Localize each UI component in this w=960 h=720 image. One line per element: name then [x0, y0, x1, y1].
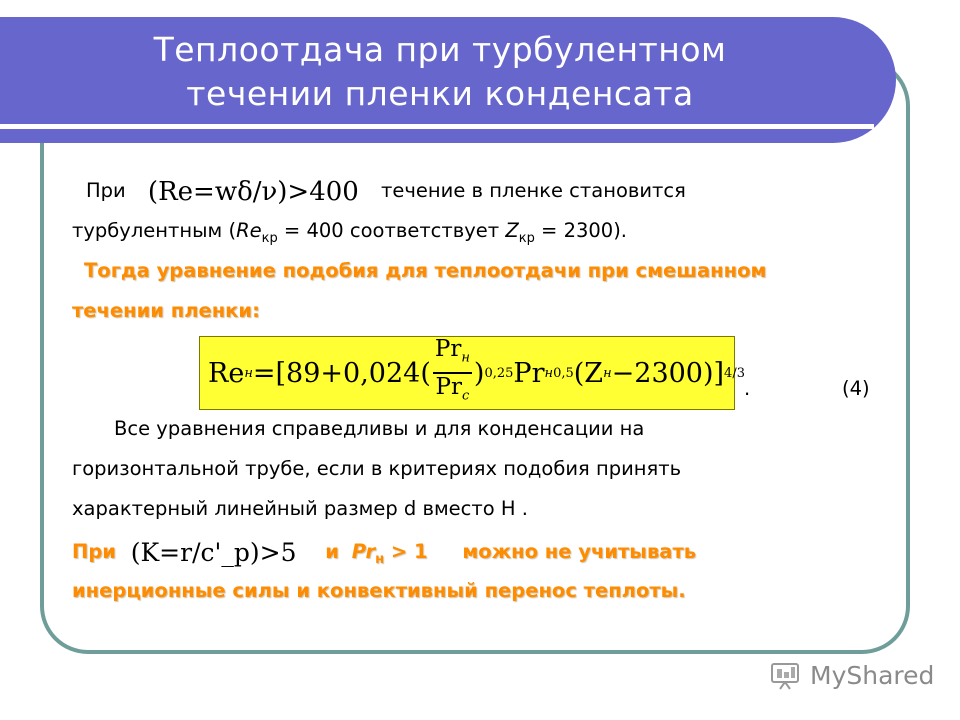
eq-number: (4) — [842, 377, 870, 400]
title-underline — [0, 124, 874, 129]
myshared-logo — [770, 658, 934, 692]
p4-and: и — [325, 540, 339, 563]
k-condition-formula: (K=r/c'_p)>5 — [130, 538, 297, 567]
p1-z: Z — [505, 219, 519, 242]
eq-mid2-sub: н — [544, 365, 554, 381]
p1-kr2: кр — [518, 230, 535, 246]
p2-line1: Тогда уравнение подобия для теплоотдачи при смешанном — [84, 259, 767, 282]
eq-exp1: 0,25 — [484, 365, 514, 381]
title-line-1: Теплоотдача при турбулентном — [153, 30, 727, 69]
p3-line3: характерный линейный размер d вместо H . — [72, 497, 528, 520]
p1-kr1: кр — [261, 230, 278, 246]
logo-text: MyShared — [810, 660, 935, 690]
pr-num: Pr — [434, 336, 462, 363]
presentation-icon — [770, 660, 804, 690]
eq-mid1: =[89+0,024( — [252, 357, 431, 389]
eq-lhs-sub: н — [244, 365, 253, 381]
title-line-2: течении пленки конденсата — [186, 74, 694, 113]
eq-mid2: Pr — [513, 357, 545, 389]
p1-pri: При — [86, 179, 126, 202]
eq-exp2: 0,5 — [553, 365, 574, 381]
p1-line2-a: турбулентным ( — [72, 219, 237, 242]
slide-title — [0, 28, 880, 116]
equation-4: Re н =[89+0,024( $\frac{Pr_н}{Pr_с}$ ) 0,25 Pr н 0,5 (Z н −2300)] 4/3 — [199, 336, 735, 410]
p3-line2: горизонтальной трубе, если в критериях подобия принять — [72, 457, 682, 480]
eq-dot: . — [744, 377, 751, 400]
p4-line1 — [72, 537, 696, 573]
pr-den: Pr — [435, 374, 462, 400]
p1-line2-c: = 2300). — [534, 219, 627, 242]
p4-pr-sub: н — [375, 551, 385, 567]
p4-tail: можно не учитывать — [462, 540, 697, 563]
p1-line2 — [72, 218, 627, 252]
pr-num-sub: н — [461, 351, 470, 366]
re-condition-formula: (Re=wδ/ν)>400 — [147, 177, 359, 207]
eq-z-sub: н — [603, 365, 612, 381]
eq-mid4: −2300)] — [611, 357, 725, 389]
p1-line1 — [86, 176, 686, 207]
eq-lhs: Re — [208, 357, 245, 389]
p4-pri: При — [72, 540, 116, 563]
p2-line2: течении пленки: — [72, 299, 260, 322]
eq-exp3: 4/3 — [724, 365, 745, 381]
p3-line1: Все уравнения справедливы и для конденсации на — [114, 417, 645, 440]
pr-den-sub: с — [461, 388, 470, 404]
pr-fraction — [433, 336, 472, 409]
eq-mid3: (Z — [573, 357, 604, 389]
p4-line2: инерционные силы и конвективный перенос теплоты. — [72, 579, 686, 602]
p1-rest: течение в пленке становится — [381, 179, 686, 202]
p1-line2-b: = 400 соответствует — [277, 219, 506, 242]
p4-pr: Pr — [351, 540, 376, 563]
p4-gt: > 1 — [384, 540, 428, 563]
p1-re: Re — [236, 219, 262, 242]
